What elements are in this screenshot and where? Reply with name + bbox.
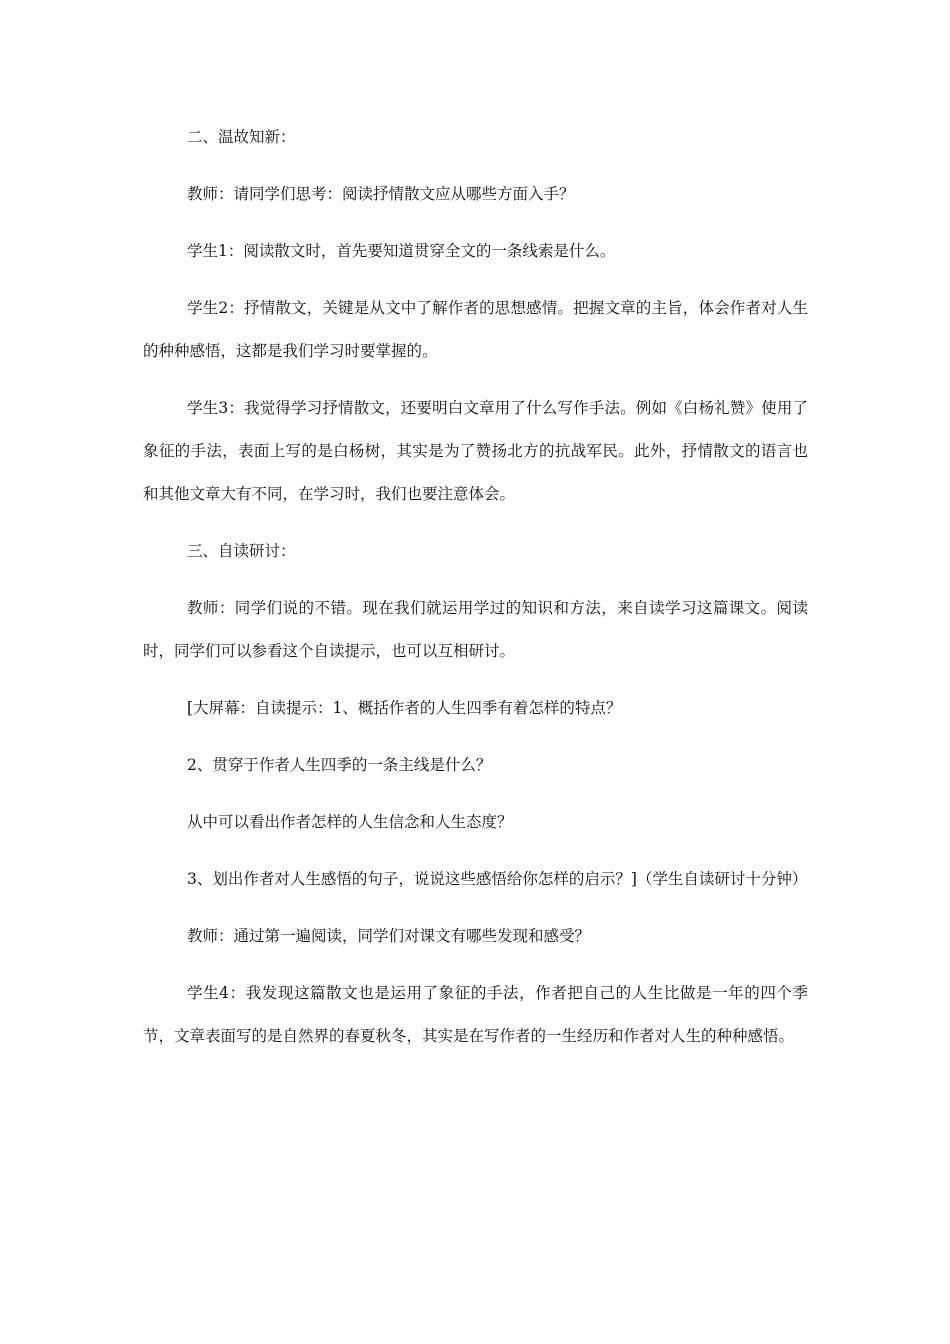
paragraph-student-3: 学生3：我觉得学习抒情散文，还要明白文章用了什么写作手法。例如《白杨礼赞》使用了象征的手法，表面上写的是白杨树，其实是为了赞扬北方的抗战军民。此外，抒情散文的语言也和其他文章大有不同，在学习时，我们也要注意体会。 (143, 399, 808, 503)
document-body (143, 116, 808, 1072)
paragraph-screen-prompt-2: 2、贯穿于作者人生四季的一条主线是什么？ (187, 756, 492, 774)
section-heading-review: 二、温故知新： (187, 128, 296, 146)
paragraph-student-1: 学生1：阅读散文时，首先要知道贯穿全文的一条线索是什么。 (187, 242, 616, 260)
section-heading-self-study: 三、自读研讨： (187, 542, 296, 560)
paragraph-teacher-followup: 教师：通过第一遍阅读，同学们对课文有哪些发现和感受？ (187, 927, 591, 945)
paragraph-screen-prompt-1: [大屏幕：自读提示：1、概括作者的人生四季有着怎样的特点？ (187, 699, 622, 717)
paragraph-student-4: 学生4：我发现这篇散文也是运用了象征的手法，作者把自己的人生比做是一年的四个季节，文章表面写的是自然界的春夏秋冬，其实是在写作者的一生经历和作者对人生的种种感悟。 (143, 984, 808, 1045)
paragraph-screen-prompt-2b: 从中可以看出作者怎样的人生信念和人生态度？ (187, 813, 513, 831)
paragraph-screen-prompt-3: 3、划出作者对人生感悟的句子，说说这些感悟给你怎样的启示？]（学生自读研讨十分钟） (187, 870, 808, 888)
paragraph-teacher-question: 教师：请同学们思考：阅读抒情散文应从哪些方面入手？ (187, 185, 575, 203)
paragraph-teacher-instruction: 教师：同学们说的不错。现在我们就运用学过的知识和方法，来自读学习这篇课文。阅读时，同学们可以参看这个自读提示，也可以互相研讨。 (143, 599, 808, 660)
paragraph-student-2: 学生2：抒情散文，关键是从文中了解作者的思想感情。把握文章的主旨，体会作者对人生的种种感悟，这都是我们学习时要掌握的。 (143, 299, 808, 360)
